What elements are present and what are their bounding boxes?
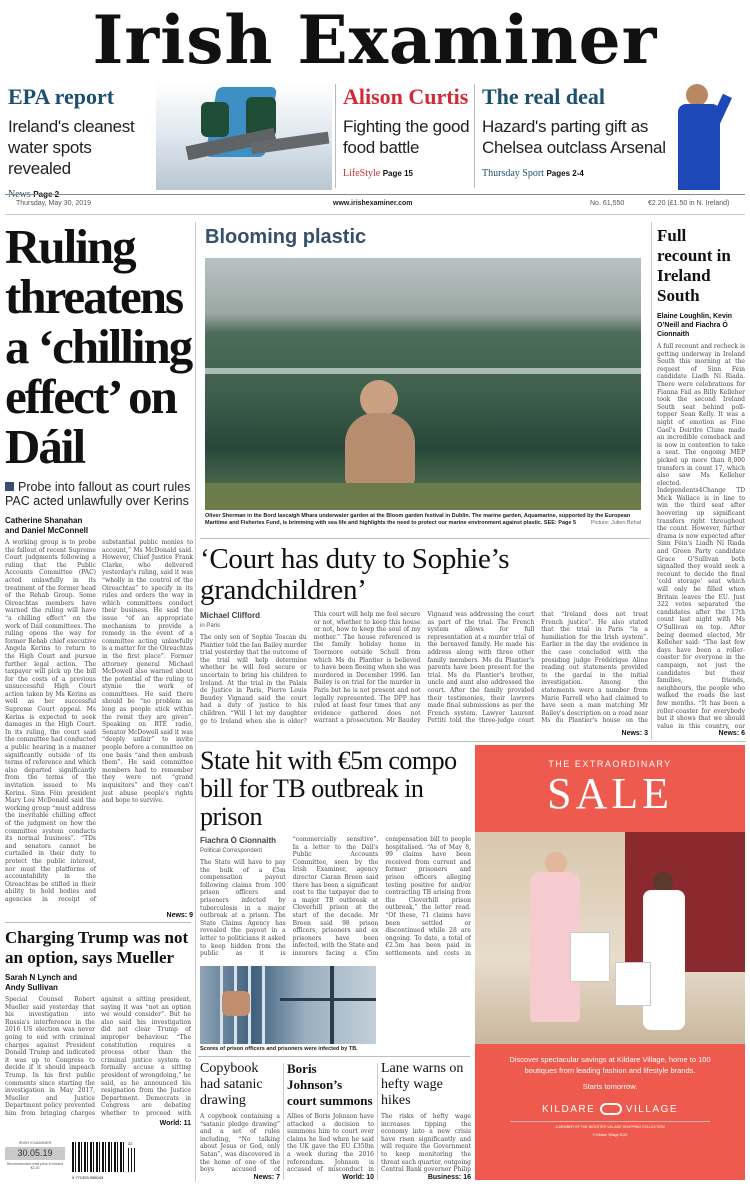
- brief-headline: Lane warns on hefty wage hikes: [381, 1061, 464, 1108]
- sophie-headline: ‘Court has duty to Sophie’s grandchildren’: [200, 544, 510, 606]
- divider: [195, 222, 196, 1182]
- teaser-headline: Fighting the good food battle: [343, 117, 470, 157]
- issue-number: No. 61,550: [590, 200, 625, 207]
- ad-copyright: © Kildare Village 2019: [592, 1133, 628, 1137]
- website-link[interactable]: www.irishexaminer.com: [333, 200, 413, 207]
- barcode-issue: 22: [128, 1141, 133, 1146]
- recount-byline: Elaine Loughlin, Kevin O’Neill and Fiachra Ó Cionnaith: [657, 313, 733, 338]
- brief-page-ref[interactable]: Business: 16: [427, 1174, 471, 1181]
- barcode-date-box: [5, 1140, 65, 1170]
- barcode-addon: [128, 1148, 136, 1172]
- brief-headline: Boris Johnson’s court summons: [287, 1061, 373, 1108]
- trump-headline: Charging Trump was not an option, says Mueller: [5, 928, 189, 967]
- teaser-ref: LifeStyle Page 15: [343, 168, 413, 179]
- lead-story[interactable]: [5, 222, 193, 920]
- divider: [377, 1063, 378, 1180]
- ad-cta: Starts tomorrow.: [582, 1082, 638, 1091]
- divider: [198, 741, 746, 742]
- lead-page-ref[interactable]: News: 9: [166, 912, 193, 919]
- dateline-date: Thursday, May 30, 2019: [16, 200, 91, 207]
- teaser-headline: Ireland's cleanest water spots revealed: [8, 117, 135, 178]
- barcode-date: 30.05.19: [5, 1147, 65, 1160]
- trump-story[interactable]: [5, 928, 191, 1128]
- sophie-columns: [200, 611, 648, 729]
- teaser-kicker: EPA report: [8, 84, 115, 109]
- sophie-body: The only son of Sophie Toscan du Plantier told the Ian Bailey murder trial yesterday that the outcome of the trial will help determine whether he will feel secure or uncertain to bring his children to Ireland. At the trial in the Palais de Justice in Paris, Pierre Louis Baudey Vignaud said the court had a duty of justice to his children. “Will I let my daughter go to Ireland when she is older? This court will help me feel secure or not, whether to keep this house or not, how to keep the soul of my mother.” The house referenced is the family holiday home in Toormore outside Schull from which Ms du Plantier is believed to have been fleeing when she was murdered in December 1996. Ian Bailey is on trial for the murder in Paris but he is not present and not legally represented. The DPP has ruled at least four times that any evidence gathered does not warrant a prosecution. Mr Baudey Vignaud was addressing the court as part of the trial. The French system allows for full representation at a murder trial of the bereaved family. He made his address along with three other family members. Ms du Plantier's parents have been present for the trial. Ms du Plantier's brother, uncle and aunt also addressed the court. After the family provided their testimonies, their lawyers made final submissions as per the French system. Lawyer Laurent Pettiti told the three-judge court that “Ireland does not treat French justice”. He also stated that the trial in Paris “is a humiliation for the Irish system”. Earlier in the day the evidence in the case concluded with the presiding judge Frédérique Aline reading out statements provided to the gardaí in the initial investigation. Among the statements were a number from Marie Farrell who had claimed to have seen a man matching Mr Bailey's description on a road near Ms du Plantier's house on the: [200, 611, 648, 725]
- divider: [5, 214, 745, 215]
- barcode-rrp: Recommended retail price in Ireland €2.20: [6, 1162, 64, 1170]
- sophie-story[interactable]: [200, 544, 648, 738]
- knot-logo-icon: [600, 1103, 622, 1115]
- trump-byline: Sarah N Lynch and Andy Sullivan: [5, 973, 78, 992]
- divider: [510, 1121, 710, 1122]
- teaser-ref: Thursday Sport Pages 2-4: [482, 168, 584, 179]
- tb-headline: State hit with €5m compo bill for TB outbreak in prison: [200, 747, 457, 831]
- photo-underwater-garden[interactable]: [205, 258, 641, 510]
- divider: [5, 194, 745, 195]
- brief-copybook[interactable]: [200, 1061, 280, 1182]
- divider: [651, 222, 652, 740]
- trump-body: Special Counsel Robert Mueller said yesterday that his investigation into Russia's interference in the 2016 US election was never going to end with criminal charges against President Donald Trump and indicated it was up to Congress to decide if it should impeach Trump. In his first public comments since starting the investigation in May 2017, Mueller and Justice Department policy prevented him from bringing charges against a sitting president, saying it was “not an option we would consider”. But he also said his investigation did not clear Trump of improper behaviour. “The constitution requires a process other than the criminal justice system to formally accuse a sitting president of wrongdoing,” he said, as he announced his resignation from the Justice Department. Democrats in Congress are debating whether to proceed with: [5, 996, 191, 1117]
- photo-credit: Picture: Julien Behal: [590, 520, 641, 526]
- divider: [5, 922, 191, 923]
- trump-page-ref[interactable]: World: 11: [159, 1120, 191, 1127]
- teaser-kicker: Alison Curtis: [343, 84, 469, 109]
- ad-member: A MEMBER OF THE BICESTER VILLAGE SHOPPING COLLECTION: [555, 1125, 665, 1129]
- teaser-alison-curtis[interactable]: [343, 84, 471, 179]
- photo-caption: Oliver Sherman in the Bord Iascaigh Mhara underwater garden at the Bloom garden festival in Dublin. The marine garden, Aquamarine, supported by the European Maritime and Fisheries Fund, is brimming with sea life and highlights the need to protect our marine environment against plastic. SEE: Page 5 Picture: Julien Behal: [205, 513, 641, 526]
- tb-body: The State will have to pay the bulk of a €5m compensation payout following claims from 100 prison officers and prisoners infected by tuberculosis in a major outbreak at a prison. The State Claims Agency has revealed the payout in a letter to politicians it asked to keep hidden from the public as it is “commercially sensitive”. In a letter to the Dáil's Public Accounts Committee, seen by the Irish Examiner, agency director Ciaran Breen said there has been a significant cost to the taxpayer due to a major TB outbreak at Cloverhill prison at the start of the decade. Mr Breen said 98 prison officers, prisoners and ex prisoners have been infected, with the State and insurers facing a €5m compensation bill to people hospitalised. “As of May 8, 99 claims have been received from current and former prisoners and prison officers alleging testing positive for and/or contracting TB arising from the Cloverhill prison outbreak,” the letter read. “Of these, 71 claims have been settled or discontinued while 28 are ongoing. To date, a total of €2.5m has been paid in settlements and costs in: [200, 836, 471, 958]
- tb-byline: Fiachra Ó Cionnaith Political Correspondent: [200, 836, 277, 854]
- teaser-real-deal[interactable]: [482, 84, 672, 179]
- ad-title: SALE: [547, 769, 673, 818]
- tb-columns: [200, 836, 471, 962]
- barcode: [72, 1142, 124, 1172]
- ad-eyebrow: THE EXTRAORDINARY: [548, 759, 672, 769]
- divider: [283, 1063, 284, 1180]
- recount-story[interactable]: [657, 226, 745, 738]
- divider: [198, 1056, 470, 1057]
- teaser-photo-boys-jumping: [156, 82, 332, 190]
- ad-logo: KILDARE VILLAGE: [541, 1104, 679, 1115]
- kildare-village-ad[interactable]: [475, 745, 745, 1180]
- tb-photo-caption: Scores of prison officers and prisoners were infected by TB.: [200, 1046, 358, 1052]
- teaser-headline: Hazard's parting gift as Chelsea outclass Arsenal: [482, 117, 666, 157]
- photo-heading: Blooming plastic: [205, 226, 367, 248]
- brief-body: Allies of Boris Johnson have attacked a decision to summons him to court over claims he lied when he said the UK gave the EU £350m a week during the 2016 referendum. Johnson is accused of misconduct in: [287, 1113, 374, 1173]
- price: €2.20 (£1.50 in N. Ireland): [648, 200, 730, 207]
- barcode-brand: IRISH EXAMINER: [18, 1140, 52, 1145]
- lead-byline: Catherine Shanahan and Daniel McConnell: [5, 516, 89, 535]
- recount-body: A full recount and recheck is getting underway in Ireland South this morning at the request of Sinn Féin candidate Liadh Ní Riada. There were celebrations for Fianna Fáil as Billy Kelleher took the second Ireland South seat behind poll-topper Sean Kelly. It was a night of emotion as Fine Gael's Deirdre Clune made an incredible comeback and is now in contention to take a seat. The ongoing MEP picked up more than 8,000 transfers in count 17, which also saw Ms Kelleher elected. Independents4Change TD Mick Wallace is in line to win the third seat after hoovering up significant transfers right throughout the count. However, further drama is now expected after Sinn Féin's Liadh Ní Riada and Green Party candidate Grace O'Sullivan both signalled they would seek a recount to decide the final 'cold storage' seat which will only be filled when Britain leaves the EU. Just 322 votes separated the candidates after the 17th count last night with Ms O'Sullivan on top. After being deemed elected, Mr Kelleher said: “The last few days have been a roller-coaster for everyone in the campaign, not just the candidates but their families, friends, neighbours, the people who walked the roads the last few months. “It has been a roller-coaster for everybody but it shows that we should value in this country, our: [657, 343, 745, 729]
- teaser-photo-footballer: [676, 84, 740, 190]
- ad-photo-shoppers: [475, 832, 745, 1044]
- recount-headline: Full recount in Ireland South: [657, 226, 731, 305]
- bullet-icon: [5, 482, 14, 491]
- brief-boris[interactable]: [287, 1061, 374, 1182]
- masthead-logo[interactable]: Irish Examiner: [92, 1, 658, 79]
- teaser-kicker: The real deal: [482, 84, 606, 109]
- tb-story[interactable]: [200, 747, 471, 1053]
- divider: [474, 84, 475, 188]
- divider: [200, 538, 650, 539]
- sophie-byline: Michael Clifford in Paris: [200, 611, 261, 629]
- brief-page-ref[interactable]: World: 10: [342, 1174, 374, 1181]
- brief-page-ref[interactable]: News: 7: [253, 1174, 280, 1181]
- teaser-epa[interactable]: [8, 84, 154, 200]
- lead-standfirst: Probe into fallout as court rules PAC acted unlawfully over Kerins: [5, 480, 191, 508]
- lead-headline: Ruling threatens a ‘chilling effect’ on Dáil: [5, 222, 192, 474]
- brief-body: A copybook containing a “satanic pledge drawing” and a set of rules including, “No talking about Jesus or God, only Satan”, was discovered in the home of one of the boys accused of: [200, 1113, 280, 1173]
- sophie-page-ref[interactable]: News: 3: [621, 730, 648, 737]
- recount-page-ref[interactable]: News: 6: [718, 730, 745, 737]
- ad-text: Discover spectacular savings at Kildare Village, home to 100 boutiques from leading fashion and lifestyle brands.: [509, 1055, 711, 1075]
- lead-body: A working group is to probe the fallout of recent Supreme Court judgments following a ruling that the Public Accounts Committee (PAC) acted unlawfully in its treatment of the former head of the Rehab Group. Some Oireachtas members have warned the ruling will have “a chilling effect” on the work of Dáil committees. The ruling opens the way for former Rehab chief executive Angela Kerins to return to the High Court and pursue further legal action. The taxpayer will pick up the bill for the costs of a previous unsuccessful High Court action taken by Ms Kerins as well as her successful Supreme Court appeal. Ms Kerins is expected to seek damages in the High Court. In its ruling, the court said the committee had conducted a public hearing in a manner significantly outside of its terms of reference and which also departed significantly from the terms of the invitation issued to Ms Kerins. Sinn Féin president Mary Lou McDonald said the working group “must address the inevitable chilling effect of the judgment on how the committee system conducts its normal business”. “TDs and senators cannot be curtailed in their duty to protect the public interest, nor must the platforms of accountability in the Oireachtas be stifled in their ability to hold bodies and agencies in receipt of substantial public monies to account,” Ms McDonald said. However, Chief Justice Frank Clarke, who delivered yesterday's ruling, said it was “wholly in the control of the Oireachtas” to specify in its rules and orders the way in which committees conduct their business. He said the issue “of an appropriate mechanism to provide a remedy in the event of a committee acting unlawfully is a matter for the Oireachtas in the first place”. Former attorney general Michael McDowell also warned about the potential of the ruling to stymie the work of committees. He said there should be “no problem as long as people stick within the remit they are given”. Speaking on RTÉ radio, Senator McDowell said it was “deeply unfair” to invite people before a committee on one basis “and then ambush them”. He said committee members had to remember they were not “grand inquisitors” and they can't just abuse people's rights and hope to survive.: [5, 539, 193, 903]
- brief-lane[interactable]: [381, 1061, 471, 1182]
- brief-body: The risks of hefty wage increases tipping the economy into a new crisis have risen significantly and will require the Government to keep monitoring the threat each quarter, outgoing Central Bank governor Philip: [381, 1113, 471, 1173]
- photo-prison-bars[interactable]: [200, 966, 376, 1044]
- barcode-number: 9 771393 958043: [72, 1175, 104, 1180]
- divider: [335, 84, 336, 188]
- brief-headline: Copybook had satanic drawing: [200, 1061, 263, 1108]
